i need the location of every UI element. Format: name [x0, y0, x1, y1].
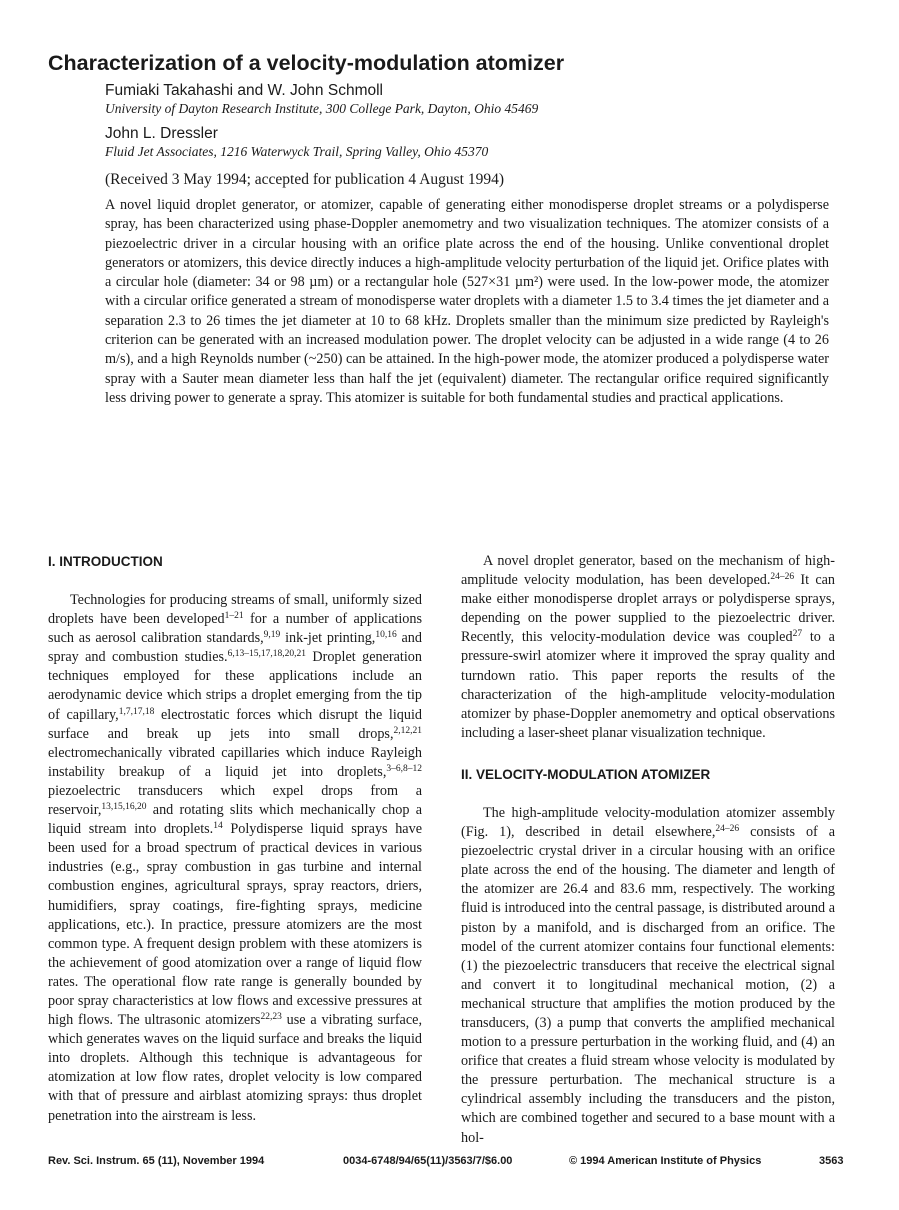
citation: 22,23 [260, 1012, 282, 1023]
section-heading-velocity-modulation-atomizer: II. VELOCITY-MODULATION ATOMIZER [461, 766, 711, 782]
citation: 9,19 [263, 630, 281, 641]
footer-journal: Rev. Sci. Instrum. 65 (11), November 1994 [48, 1155, 265, 1167]
citation: 1,7,17,18 [118, 706, 155, 717]
author-names: John L. Dressler [105, 125, 218, 142]
vma-paragraph-1: The high-amplitude velocity-modulation atomizer assembly (Fig. 1), described in detail elsewhere,$^{24-26}$ consists of a piezoelectric crystal driver in a circular housing with an orifice plate across the end of the housing. The diameter and length of the atomizer are 26.4 and 83.6 mm, respectively. The working fluid is introduced into the central passage, is distributed around a piston by a manifold, and is discharged from an orifice. The model of the current atomizer contains four functional elements: (1) the piezoelectric transducers that receive the electrical signal and convert it to longitudinal mechanical motion, (2) a mechanical structure that amplifies the motion produced by the transducers, (3) a pump that converts the amplified mechanical motion to a pressure perturbation in the working fluid, and (4) an orifice that creates a fluid stream whose velocity is modulated by the pressure perturbation. The mechanical structure is a cylindrical assembly including the transducers and the piston, which are combined together and secured to a base mount with a hol- [461, 804, 835, 1146]
paper-title: Characterization of a velocity-modulation atomizer [48, 51, 565, 75]
citation: 13,15,16,20 [101, 802, 147, 813]
abstract: A novel liquid droplet generator, or atomizer, capable of generating either monodisperse droplet streams or a polydisperse spray, has been characterized using phase-Doppler anemometry and two visualization techniques. The atomizer consists of a piezoelectric driver in a circular housing with an orifice plate across the end of the housing. Unlike conventional droplet generators or atomizers, this device directly induces a high-amplitude velocity perturbation of the liquid jet. Orifice plates with a circular hole (diameter: 34 or 98 µm) or a rectangular hole (527×31 µm²) were used. In the low-power mode, the atomizer with a circular orifice generated a stream of monodisperse water droplets with a diameter 1.5 to 3.4 times the jet diameter and a separation 2.3 to 26 times the jet diameter at 10 to 68 kHz. Droplets smaller than the minimum size predicted by Rayleigh's criterion can be generated with an increased modulation power. The droplet velocity can be adjusted in a wide range (4 to 26 m/s), and a high Reynolds number (~250) can be attained. In the high-power mode, the atomizer produced a polydisperse water spray with a Sauter mean diameter less than half the jet (equivalent) diameter. The rectangular orifice required significantly less driving power to generate a spray. This atomizer is suitable for both fundamental studies and practical applications. [105, 197, 829, 406]
intro-paragraph-2: A novel droplet generator, based on the mechanism of high-amplitude velocity modulation, has been developed.$^{24-26}$ It can make either monodisperse droplet arrays or polydisperse sprays, depending on the power supplied to the piezoelectric driver. Recently, this velocity-modulation device was coupled$^{27}$ to a pressure-swirl atomizer where it improved the spray quality and turndown ratio. This paper reports the results of the characterization of the high-amplitude velocity-modulation atomizer by phase-Doppler anemometry and optical observations including a laser-sheet planar visualization technique. [461, 553, 836, 741]
citation: 27 [792, 629, 803, 640]
author-block-1 [105, 81, 865, 117]
right-column [461, 552, 835, 1148]
received-date: (Received 3 May 1994; accepted for publication 4 August 1994) [105, 171, 505, 188]
footer-code: 0034-6748/94/65(11)/3563/7/$6.00 [343, 1155, 513, 1167]
author-affiliation: University of Dayton Research Institute, 300 College Park, Dayton, Ohio 45469 [105, 101, 539, 116]
citation: 3–6,8–12 [386, 763, 422, 774]
citation: 2,12,21 [393, 725, 422, 736]
citation: 24–26 [715, 824, 740, 835]
footer-page-number: 3563 [819, 1155, 844, 1167]
section-heading-introduction: I. INTRODUCTION [48, 554, 163, 569]
citation: 10,16 [375, 630, 397, 641]
author-affiliation: Fluid Jet Associates, 1216 Waterwyck Trail, Spring Valley, Ohio 45370 [105, 144, 489, 159]
citation: 1–21 [224, 611, 244, 622]
citation: 24–26 [770, 572, 795, 583]
author-names: Fumiaki Takahashi and W. John Schmoll [105, 82, 383, 99]
citation: 6,13–15,17,18,20,21 [227, 649, 306, 660]
intro-paragraph-1: Technologies for producing streams of small, uniformly sized droplets have been developed$^{1-21}$ for a number of applications such as aerosol calibration standards,$^{9,19}$ ink-jet printing,$^{10,16}$ and spray and combustion studies.$^{6,13-15,17,18,20,21}$ Droplet generation techniques employed for these applications include an aerodynamic device which strips a droplet emerging from the tip of capillary,$^{1,7,17,18}$ electrostatic forces which disrupt the liquid surface and break up jets into small drops,$^{2,12,21}$ electromechanically vibrated capillaries which induce Rayleigh instability breakup of a liquid jet into droplets,$^{3-6,8-12}$ piezoelectric transducers which expel drops from a reservoir,$^{13,15,16,20}$ and rotating slits which mechanically chop a liquid stream into droplets.$^{14}$ Polydisperse liquid sprays have been used for a broad spectrum of practical devices in various industries (e.g., spray combustion in gas turbine and internal combustion engines, agricultural sprays, spray reactors, driers, humidifiers, spray coatings, fire-fighting sprays, medicine applications, etc.). In practice, pressure atomizers are the most common type. A frequent design problem with these atomizers is the achievement of good atomization over a range of liquid flow rates. The operational flow rate range is generally bounded by poor spray characteristics at low flows and excessive pressures at high flows. The ultrasonic atomizers$^{22,23}$ use a vibrating surface, which generates waves on the liquid surface and breaks the liquid into droplets. Although this technique is advantageous for atomization at low flow rates, droplet velocity is low compared with that of pressure and airblast atomizing sprays: thus droplet penetration into the airstream is less. [48, 592, 422, 1124]
author-block-2 [105, 124, 865, 160]
footer-copyright: © 1994 American Institute of Physics [569, 1155, 762, 1167]
left-column [48, 552, 422, 1126]
citation: 14 [213, 821, 223, 832]
